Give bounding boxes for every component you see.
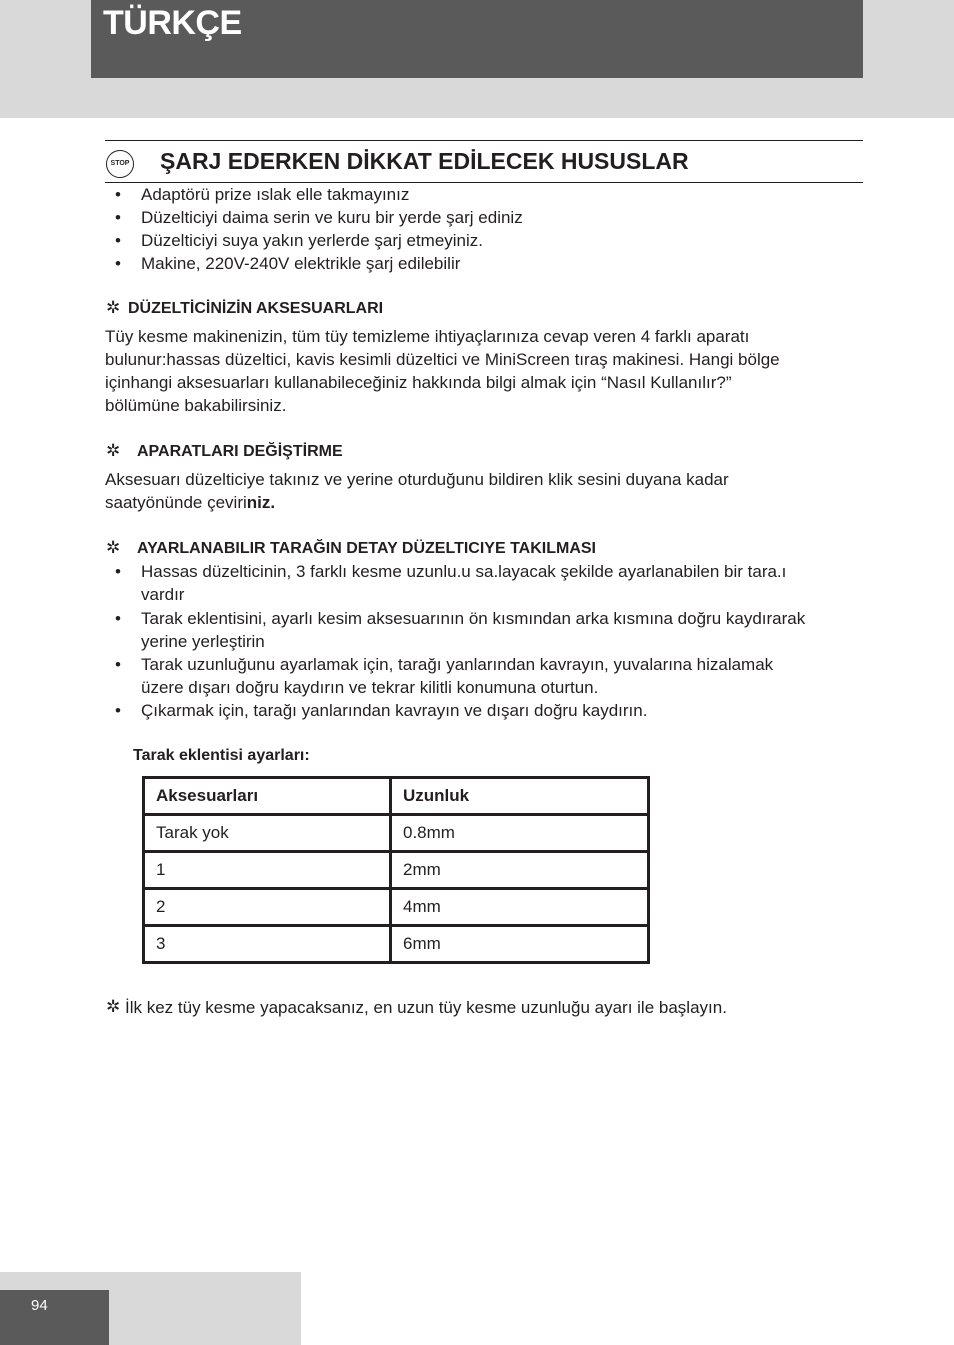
accessories-heading: DÜZELTİCİNİZİN AKSESUARLARI bbox=[128, 300, 384, 317]
comb-bullet: Hassas düzelticinin, 3 farklı kesme uzunlu.u sa.layacak şekilde ayarlanabilen bir tara.ı bbox=[141, 562, 787, 581]
accessories-text: içinhangi aksesuarları kullanabileceğiniz hakkında bilgi almak için “Nasıl Kullanılır?” bbox=[105, 373, 732, 392]
table-row bbox=[144, 815, 649, 852]
comb-settings-table bbox=[142, 776, 650, 964]
comb-bullet: Tarak uzunluğunu ayarlamak için, tarağı yanlarından kavrayın, yuvalarına hizalamak bbox=[141, 655, 774, 674]
page-number: 94 bbox=[31, 1297, 48, 1314]
page-number-box bbox=[0, 1290, 109, 1345]
accessories-text: bulunur:hassas düzeltici, kavis kesimli düzeltici ve MiniScreen tıraş makinesi. Hangi bölge bbox=[105, 350, 780, 369]
comb-bullet-cont: vardır bbox=[141, 585, 185, 604]
table-header-cell: Uzunluk bbox=[391, 778, 649, 815]
bullet-dot: • bbox=[115, 254, 121, 273]
table-cell: 4mm bbox=[391, 889, 649, 926]
comb-heading: AYARLANABILIR TARAĞIN DETAY DÜZELTICIYE TAKILMASI bbox=[137, 540, 596, 557]
table-cell: 0.8mm bbox=[391, 815, 649, 852]
table-row bbox=[144, 889, 649, 926]
comb-bullet: Tarak eklentisini, ayarlı kesim aksesuarının ön kısmından arka kısmına doğru kaydırarak bbox=[141, 609, 806, 628]
language-title-box bbox=[91, 0, 863, 78]
table-cell: 6mm bbox=[391, 926, 649, 963]
comb-bullet-cont: üzere dışarı doğru kaydırın ve tekrar kilitli konumuna oturtun. bbox=[141, 678, 599, 697]
changing-text-normal: saatyönünde çeviri bbox=[105, 493, 247, 512]
changing-heading: APARATLARI DEĞİŞTİRME bbox=[137, 443, 343, 460]
changing-text: Aksesuarı düzelticiye takınız ve yerine oturduğunu bildiren klik sesini duyana kadar bbox=[105, 470, 729, 489]
charging-bullet: Adaptörü prize ıslak elle takmayınız bbox=[141, 185, 410, 204]
accessories-text: bölümüne bakabilirsiniz. bbox=[105, 396, 287, 415]
sun-icon: ✲ bbox=[106, 538, 121, 557]
charging-bullet: Düzelticiyi daima serin ve kuru bir yerde şarj ediniz bbox=[141, 208, 523, 227]
bullet-dot: • bbox=[115, 562, 121, 581]
table-row bbox=[144, 852, 649, 889]
bullet-dot: • bbox=[115, 185, 121, 204]
table-label: Tarak eklentisi ayarları: bbox=[133, 747, 310, 764]
changing-text bbox=[105, 491, 275, 514]
comb-bullet-cont: yerine yerleştirin bbox=[141, 632, 265, 651]
sun-icon: ✲ bbox=[106, 441, 121, 460]
bullet-dot: • bbox=[115, 655, 121, 674]
bullet-dot: • bbox=[115, 609, 121, 628]
table-cell: 2 bbox=[144, 889, 391, 926]
table-row bbox=[144, 926, 649, 963]
table-cell: 1 bbox=[144, 852, 391, 889]
bullet-dot: • bbox=[115, 701, 121, 720]
stop-icon: STOP bbox=[106, 150, 134, 178]
charging-bullet: Düzelticiyi suya yakın yerlerde şarj etmeyiniz. bbox=[141, 231, 484, 250]
table-cell: 2mm bbox=[391, 852, 649, 889]
table-cell: 3 bbox=[144, 926, 391, 963]
charging-bullet: Makine, 220V-240V elektrikle şarj edilebilir bbox=[141, 254, 461, 273]
table-header-row bbox=[144, 778, 649, 815]
table-cell: Tarak yok bbox=[144, 815, 391, 852]
page-title: TÜRKÇE bbox=[103, 4, 242, 42]
comb-bullet: Çıkarmak için, tarağı yanlarından kavrayın ve dışarı doğru kaydırın. bbox=[141, 701, 648, 720]
sun-icon: ✲ bbox=[106, 997, 121, 1016]
divider-top bbox=[105, 140, 863, 141]
changing-text-bold: niz. bbox=[246, 493, 276, 512]
accessories-text: Tüy kesme makinenizin, tüm tüy temizleme ihtiyaçlarınıza cevap veren 4 farklı aparatı bbox=[105, 327, 750, 346]
sun-icon: ✲ bbox=[106, 298, 121, 317]
bullet-dot: • bbox=[115, 208, 121, 227]
tip-text: İlk kez tüy kesme yapacaksanız, en uzun tüy kesme uzunluğu ayarı ile başlayın. bbox=[125, 998, 727, 1017]
bullet-dot: • bbox=[115, 231, 121, 250]
charging-heading: ŞARJ EDERKEN DİKKAT EDİLECEK HUSUSLAR bbox=[160, 148, 689, 174]
table-header-cell: Aksesuarları bbox=[144, 778, 391, 815]
